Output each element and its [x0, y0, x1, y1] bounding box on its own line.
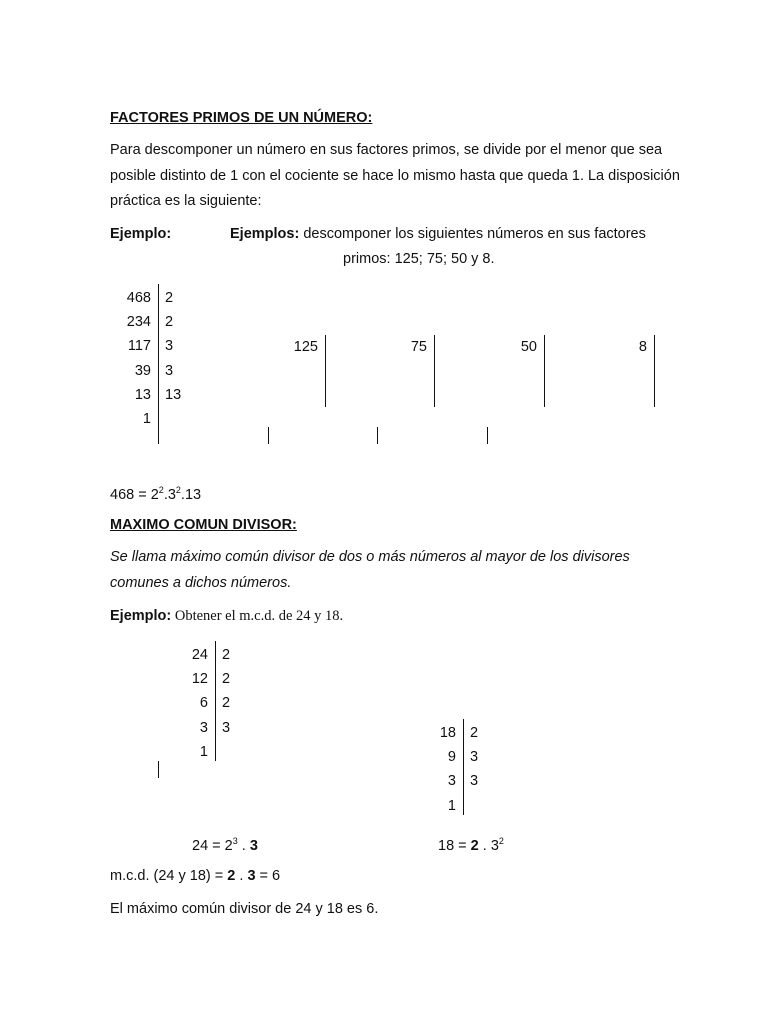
stray-line: [377, 427, 378, 444]
division-24-divisors: [222, 643, 230, 740]
divisor: 3: [470, 773, 479, 790]
section-heading-mcd: MAXIMO COMUN DIVISOR:: [110, 517, 297, 533]
intro-paragraph: Para descomponer un número en sus factores primos, se divide por el menor que sea posible distinto de 1 con el cociente se hace lo mismo hasta que queda 1. La disposición práctica es la siguiente:: [110, 142, 680, 209]
example-text: Obtener el m.c.d. de 24 y 18.: [171, 608, 344, 624]
divisor: 2: [222, 671, 231, 688]
common-factor: 3: [247, 868, 256, 884]
result-part: .: [237, 837, 250, 854]
exponent: 3: [232, 836, 238, 846]
division-24-line: [215, 641, 216, 761]
common-factor: 2: [227, 868, 236, 884]
result-part: m.c.d. (24 y 18) =: [110, 868, 228, 884]
stray-line: [268, 427, 269, 444]
division-18-line: [463, 719, 464, 815]
stray-line: [487, 427, 488, 444]
result-part: 24 = 2: [192, 837, 233, 854]
dividend: 1: [142, 411, 151, 428]
divisor: 2: [165, 290, 174, 306]
mcd-example: [110, 608, 343, 625]
example-label: Ejemplo:: [110, 608, 172, 624]
exercise-line-50: [544, 335, 545, 407]
dividend: 39: [134, 362, 151, 379]
exercise-number-125: 125: [293, 339, 318, 355]
divisor: 2: [165, 314, 174, 331]
dividend: 3: [199, 719, 208, 736]
mcd-conclusion: El máximo común divisor de 24 y 18 es 6.: [110, 901, 379, 917]
dividend: 234: [126, 314, 151, 331]
result-part: 18 =: [438, 837, 471, 854]
dividend: 18: [439, 725, 456, 741]
dividend: 6: [199, 695, 208, 712]
dividend: 24: [191, 647, 208, 663]
examples-instruction: [230, 226, 646, 242]
dividend: 468: [126, 290, 151, 306]
dividend: 9: [447, 749, 456, 766]
dividend: 12: [191, 671, 208, 688]
division-468-line: [158, 284, 159, 444]
mcd-result-line: [110, 868, 280, 884]
exercise-number-50: 50: [520, 339, 537, 355]
factorization-result-18: [438, 836, 504, 854]
result-part: .: [235, 868, 248, 884]
result-part: .3: [163, 486, 176, 503]
result-part: 468 = 2: [110, 486, 159, 503]
common-factor: 2: [470, 837, 479, 854]
result-part: = 6: [255, 868, 281, 884]
section-heading-prime-factors: FACTORES PRIMOS DE UN NÚMERO:: [110, 110, 373, 126]
dividend: 3: [447, 773, 456, 790]
divisor: 3: [222, 719, 231, 736]
exponent: 2: [498, 836, 504, 846]
exercise-line-8: [654, 335, 655, 407]
division-24-dividends: [175, 643, 208, 764]
exercise-line-75: [434, 335, 435, 407]
result-part: . 3: [478, 837, 499, 854]
division-468-divisors: [165, 286, 181, 407]
divisor: 2: [222, 647, 231, 663]
dividend: 1: [199, 743, 208, 760]
factorization-result-468: [110, 485, 201, 503]
division-468-dividends: [105, 286, 151, 431]
division-18-divisors: [470, 721, 478, 794]
divisor: 3: [165, 362, 174, 379]
mcd-definition: Se llama máximo común divisor de dos o más números al mayor de los divisores comunes a dichos números.: [110, 549, 630, 591]
exponent: 2: [175, 485, 181, 495]
example-label: Ejemplo:: [110, 226, 172, 242]
divisor: 3: [470, 749, 479, 766]
dividend: 13: [134, 386, 151, 403]
examples-text-line2: primos: 125; 75; 50 y 8.: [343, 251, 495, 267]
dividend: 117: [127, 338, 151, 355]
stray-line: [158, 761, 159, 778]
examples-text: descomponer los siguientes números en sus factores: [299, 226, 646, 242]
divisor: 13: [165, 386, 182, 403]
result-part: .13: [180, 486, 202, 503]
divisor: 3: [165, 338, 174, 355]
exponent: 2: [158, 485, 164, 495]
divisor: 2: [222, 695, 231, 712]
division-18-dividends: [423, 721, 456, 818]
exercise-line-125: [325, 335, 326, 407]
common-factor: 3: [249, 837, 258, 854]
examples-label: Ejemplos:: [230, 226, 300, 242]
factorization-result-24: [192, 836, 258, 854]
dividend: 1: [447, 797, 456, 814]
exercise-number-75: 75: [410, 339, 427, 355]
exercise-number-8: 8: [638, 339, 647, 355]
divisor: 2: [470, 725, 479, 741]
